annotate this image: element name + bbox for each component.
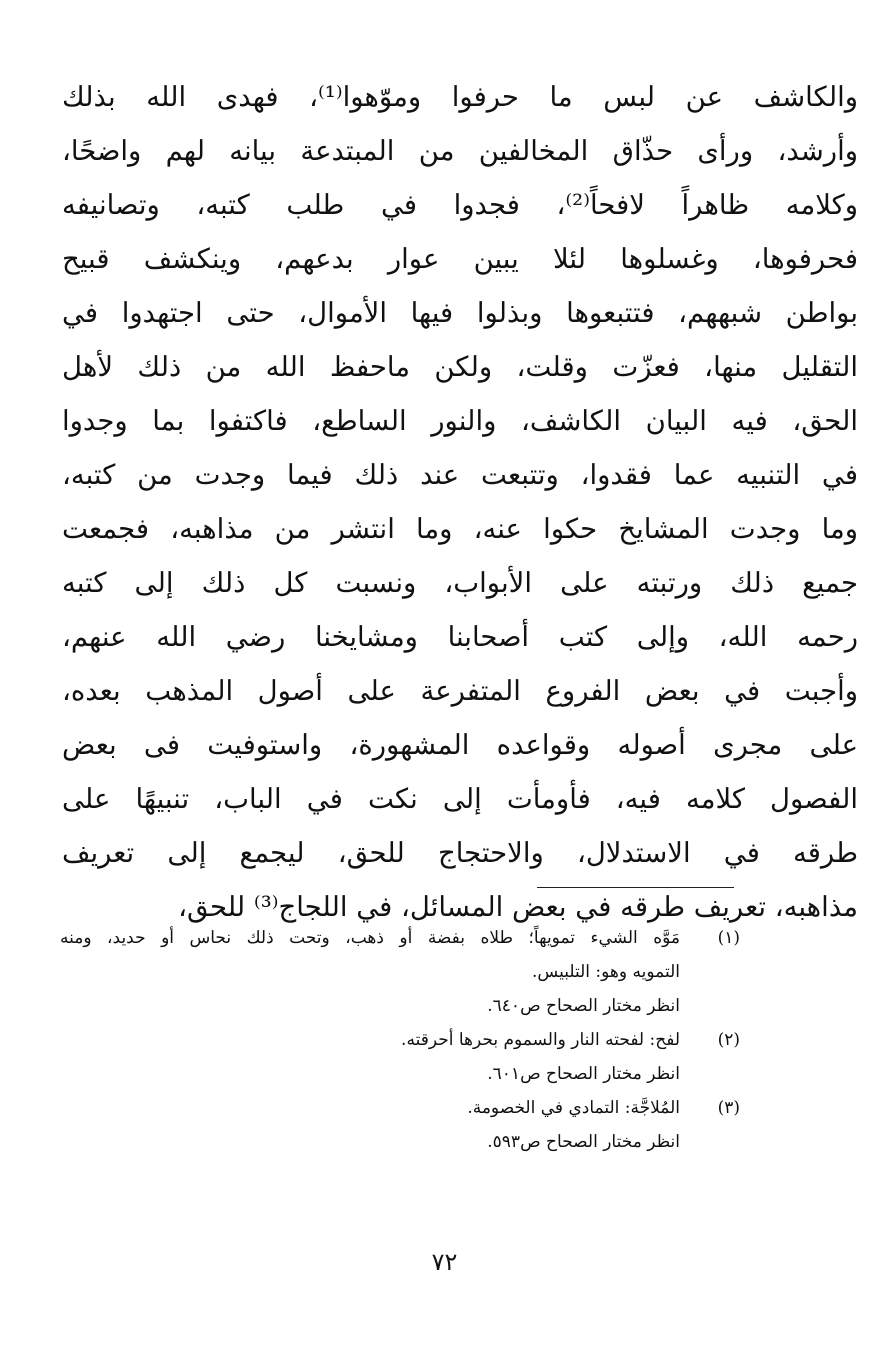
text-line-12: وأجبت في بعض الفروع المتفرعة على أصول المذهب بعده،: [62, 675, 858, 707]
footnote-2: [60, 1023, 740, 1091]
text-line-9: وما وجدت المشايخ حكوا عنه، وما انتشر من مذاهبه، فجمعت: [62, 513, 858, 545]
footnote-line: انظر مختار الصحاح ص٦٠١.: [487, 1064, 680, 1084]
footnote-line: التمويه وهو: التلبيس.: [532, 962, 680, 982]
text-line-14: الفصول كلامه فيه، فأومأت إلى نكت في الباب، تنبيهًا على: [62, 783, 858, 815]
footnote-number: (٢): [717, 1030, 740, 1050]
footnote-line: لفح: لفحته النار والسموم بحرها أحرقته.: [401, 1030, 680, 1050]
text-line-15: طرقه في الاستدلال، والاحتجاج للحق، ليجمع إلى تعريف: [62, 837, 858, 869]
main-text: [62, 70, 858, 934]
footnote-1: [60, 921, 740, 1023]
page-number: ٧٢: [431, 1248, 458, 1276]
text-line-7: الحق، فيه البيان الكاشف، والنور الساطع، فاكتفوا بما وجدوا: [62, 405, 858, 437]
footnote-line: مَوَّه الشيء تمويهاً؛ طلاه بفضة أو ذهب، وتحت ذلك نحاس أو حديد، ومنه: [60, 928, 680, 948]
footnote-line: انظر مختار الصحاح ص٥٩٣.: [487, 1132, 680, 1152]
text-line-2: وأرشد، ورأى حذّاق المخالفين من المبتدعة بيانه لهم واضحًا،: [62, 135, 858, 167]
text-line-4: فحرفوها، وغسلوها لئلا يبين عوار بدعهم، وينكشف قبيح: [62, 243, 858, 275]
text-line-13: على مجرى أصوله وقواعده المشهورة، واستوفيت فى بعض: [62, 729, 858, 761]
footnote-separator: [537, 887, 734, 888]
footnote-line: انظر مختار الصحاح ص٦٤٠.: [487, 996, 680, 1016]
text-line-5: بواطن شبههم، فتتبعوها وبذلوا فيها الأموال، حتى اجتهدوا في: [62, 297, 858, 329]
text-line-11: رحمه الله، وإلى كتب أصحابنا ومشايخنا رضي الله عنهم،: [62, 621, 858, 653]
text-line-3: وكلامه ظاهراً لافحاً⁽²⁾، فجدوا في طلب كتبه، وتصانيفه: [62, 189, 858, 221]
text-line-6: التقليل منها، فعزّت وقلت، ولكن ماحفظ الله من ذلك لأهل: [62, 351, 858, 383]
footnote-3: [60, 1091, 740, 1159]
text-line-10: جميع ذلك ورتبته على الأبواب، ونسبت كل ذلك إلى كتبه: [62, 567, 858, 599]
footnote-line: المُلاجَّة: التمادي في الخصومة.: [467, 1098, 680, 1118]
text-line-1: والكاشف عن لبس ما حرفوا وموّهوا⁽¹⁾، فهدى الله بذلك: [62, 81, 858, 113]
footnote-number: (١): [717, 928, 740, 948]
text-line-8: في التنبيه عما فقدوا، وتتبعت عند ذلك فيما وجدت من كتبه،: [62, 459, 858, 491]
text-line-16: مذاهبه، تعريف طرقه في بعض المسائل، في اللجاج⁽³⁾ للحق،: [178, 891, 858, 923]
footnote-number: (٣): [717, 1098, 740, 1118]
footnotes: [60, 921, 740, 1159]
